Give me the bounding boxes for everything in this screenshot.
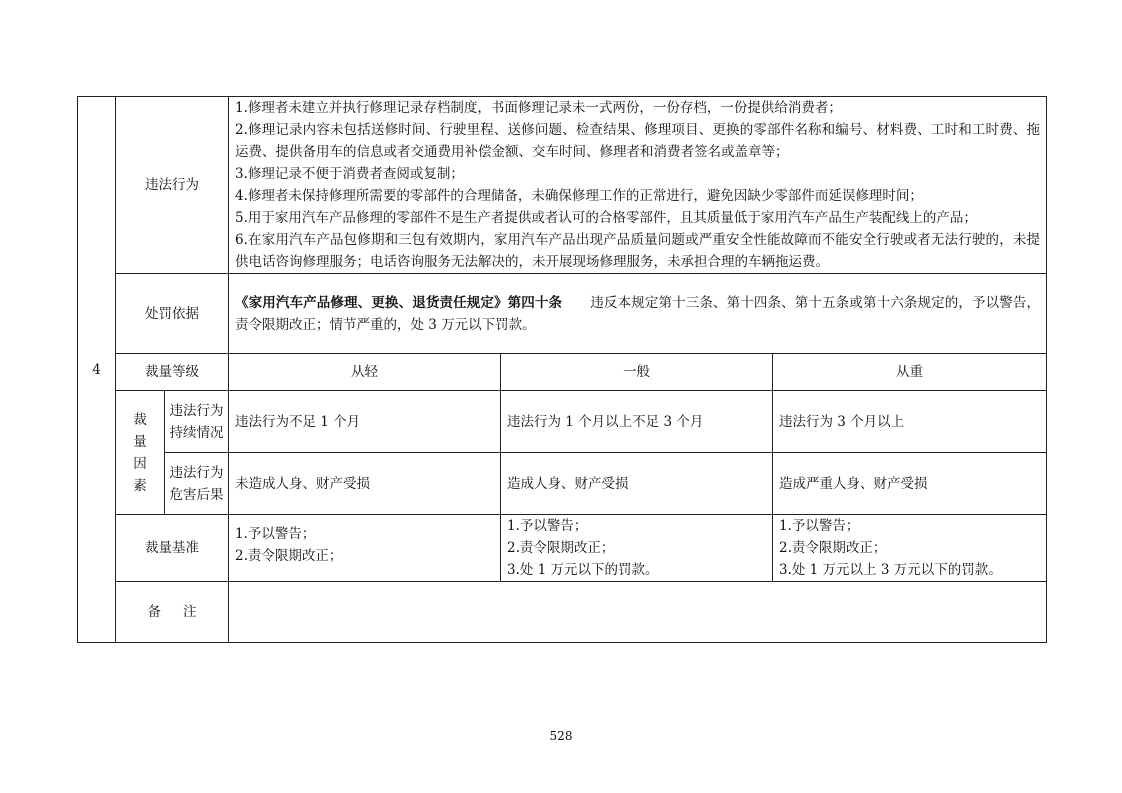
factor-name-harm: 违法行为 危害后果 [165,453,229,515]
item-index: 4 [78,97,116,643]
violation-line: 4.修理者未保持修理所需要的零部件的合理储备，未确保修理工作的正常进行，避免因缺少零部件而延误修理时间； [235,188,923,204]
page-number: 528 [549,729,573,743]
standard-light: 1.予以警告； 2.责令限期改正； [229,515,501,582]
grade-label: 裁量等级 [116,354,229,391]
grade-row [78,354,1047,391]
factor-name-duration: 违法行为 持续情况 [165,391,229,453]
factor-value: 违法行为 1 个月以上不足 3 个月 [501,391,773,453]
violation-line: 6.在家用汽车产品包修期和三包有效期内，家用汽车产品出现产品质量问题或严重安全性能故障而不能安全行驶或者无法行驶的，未提供电话咨询修理服务；电话咨询服务无法解决的，未开展现场修理服务，未承担合理的车辆拖运费。 [235,232,1041,270]
violation-line: 5.用于家用汽车产品修理的零部件不是生产者提供或者认可的合格零部件，且其质量低于家用汽车产品生产装配线上的产品； [235,210,977,226]
penalty-basis-content [229,274,1047,354]
standard-heavy: 1.予以警告； 2.责令限期改正； 3.处 1 万元以上 3 万元以下的罚款。 [773,515,1047,582]
standard-label: 裁量基准 [116,515,229,582]
grade-level-general: 一般 [501,354,773,391]
factor-value: 造成严重人身、财产受损 [773,453,1047,515]
grade-level-heavy: 从重 [773,354,1047,391]
factor-value: 违法行为不足 1 个月 [229,391,501,453]
regulation-title: 《家用汽车产品修理、更换、退货责任规定》第四十条 [235,294,563,311]
penalty-basis-row [78,274,1047,354]
remarks-label: 备注 [116,582,229,643]
violation-row [78,97,1047,274]
factor-value: 违法行为 3 个月以上 [773,391,1047,453]
violation-line: 2.修理记录内容未包括送修时间、行驶里程、送修问题、检查结果、修理项目、更换的零部件名称和编号、材料费、工时和工时费、拖运费、提供备用车的信息或者交通费用补偿金额、交车时间、修理者和消费者签名或盖章等； [235,122,1041,160]
standard-general: 1.予以警告； 2.责令限期改正； 3.处 1 万元以下的罚款。 [501,515,773,582]
factor-value: 造成人身、财产受损 [501,453,773,515]
violation-line: 1.修理者未建立并执行修理记录存档制度，书面修理记录未一式两份，一份存档，一份提供给消费者； [235,100,842,116]
factor-row [78,453,1047,515]
grade-level-light: 从轻 [229,354,501,391]
penalty-discretion-table [77,96,1047,643]
standard-row [78,515,1047,582]
remarks-content [229,582,1047,643]
violation-label: 违法行为 [116,97,229,274]
remarks-row [78,582,1047,643]
penalty-basis-label: 处罚依据 [116,274,229,354]
factor-value: 未造成人身、财产受损 [229,453,501,515]
regulation-text: 违反本规定第十三条、第十四条、第十五条或第十六条规定的，予以警告，责令限期改正；情节严重的，处 3 万元以下罚款。 [235,294,1041,333]
factor-group-label: 裁 量 因 素 [116,391,165,515]
violation-line: 3.修理记录不便于消费者查阅或复制； [235,166,464,182]
violation-content [229,97,1047,274]
factor-row [78,391,1047,453]
